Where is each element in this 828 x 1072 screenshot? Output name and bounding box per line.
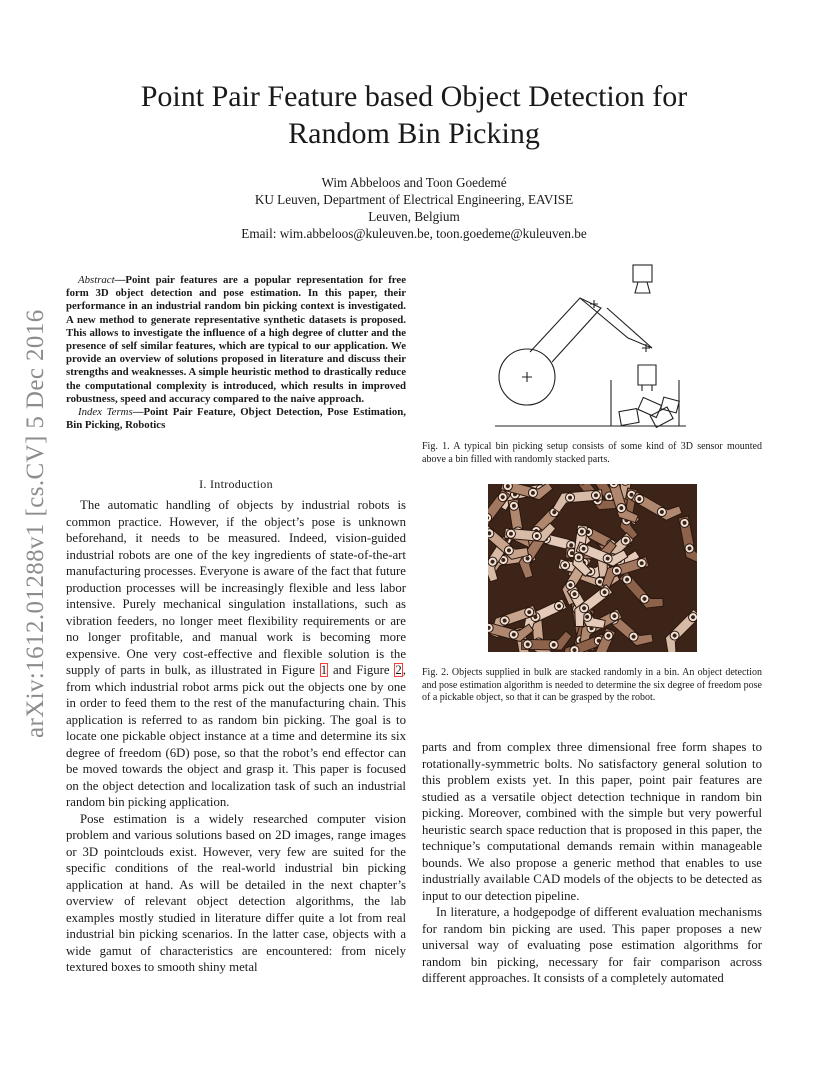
intro-text: The automatic handling of objects by industrial robots is common practice. However, if the object’s pose is unknown beforehand, it needs to be measured. Indeed, vision-guided industrial robots are one of the key ingredients of state-of-the-art manufacturing processes. Everyone is aware of the fact that future production processes will be increasingly flexible and less labor intensive. Purely mechanical singulation installations, such as vibration feeders, no longer meet flexibility requirements or are no longer profitable, and manual work is becoming more expensive. One very cost-effective and flexible solution is the supply of parts in bulk, as illustrated in Figure <box>66 498 406 677</box>
intro-paragraph-3: In literature, a hodgepodge of different evaluation mechanisms for random bin picking are used. This paper proposes a new universal way of evaluating pose estimation algorithms for random bin picking, necessary for fair comparison across different approaches. It consists of a completely automated <box>422 905 762 985</box>
figure-2-caption: Fig. 2. Objects supplied in bulk are stacked randomly in a bin. An object detection and pose estimation algorithm is needed to determine the six degree of freedom pose of a pickable object, so that it can be grasped by the robot. <box>422 667 762 703</box>
arxiv-sidebar-stamp: arXiv:1612.01288v1 [cs.CV] 5 Dec 2016 <box>22 309 49 738</box>
affiliation: KU Leuven, Department of Electrical Engineering, EAVISE <box>254 192 574 207</box>
intro-paragraph-1 <box>66 497 406 811</box>
intro-paragraph-2-cont: parts and from complex three dimensional free form shapes to rotationally-symmetric bolts. No satisfactory general solution to this problem exists yet. In this paper, point pair features are studied as a versatile object detection technique in random bin picking. Moreover, combined with the simple but very powerful heuristic search space reduction that is proposed in this paper, the technique’s computational demands remain within manageable bounds. We also propose a generic method that enables to use industrially available CAD models of the objects to be detected as input to our detection pipeline. <box>422 740 762 903</box>
email: Email: wim.abbeloos@kuleuven.be, toon.goedeme@kuleuven.be <box>241 226 587 241</box>
sensor-icon <box>633 265 652 282</box>
intro-paragraph-2: Pose estimation is a widely researched computer vision problem and various solutions based on 2D images, range images or 3D pointclouds exist. However, very few are suited for the specific conditions of the real-world industrial bin picking application at hand. As will be detailed in the next chapter’s overview of relevant object detection algorithms, the lab examples mostly studied in literature differ quite a lot from real industrial bin picking scenarios. In the latter case, objects with a wide gamut of characteristics are encountered: from nicely textured boxes to smooth shiny metal <box>66 811 406 974</box>
figure-1-caption: Fig. 1. A typical bin picking setup consists of some kind of 3D sensor mounted above a bin filled with randomly stacked parts. <box>422 441 762 465</box>
intro-text: , from which industrial robot arms pick out the objects one by one in order to feed them to the rest of the manufacturing chain. This application is referred to as random bin picking. The goal is to locate one pickable object instance at a time and determine its six degree of freedom (6D) pose, so that the robot’s end effector can be moved towards the object and grasp it. This paper is focused on the object detection and localization task of such an industrial random bin picking application. <box>66 663 406 809</box>
figure-1-robot-diagram <box>490 260 690 430</box>
paper-title <box>60 78 768 152</box>
abstract <box>66 274 406 432</box>
right-column <box>422 739 762 987</box>
location: Leuven, Belgium <box>368 209 460 224</box>
abstract-text: —Point pair features are a popular representation for free form 3D object detection and pose estimation. In this paper, their performance in an industrial random bin picking context is investigated. A new method to generate representative synthetic datasets is proposed. This allows to investigate the influence of a high degree of clutter and the presence of self similar features, which are typical to our application. We provide an overview of solutions proposed in literature and discuss their strengths and weaknesses. A simple heuristic method to drastically reduce the computational complexity is introduced, which results in improved robustness, speed and accuracy compared to the naive approach. <box>66 274 406 405</box>
left-column <box>66 497 406 976</box>
title-line-2: Random Bin Picking <box>288 117 540 150</box>
authors: Wim Abbeloos and Toon Goedemé <box>321 175 507 190</box>
intro-text: and Figure <box>328 663 395 677</box>
figure-1-link[interactable]: 1 <box>320 663 328 677</box>
index-terms-label: Index Terms <box>78 406 133 419</box>
section-heading: I. Introduction <box>199 477 273 491</box>
figure-2-link[interactable]: 2 <box>395 663 402 677</box>
index-terms-text: —Point Pair Feature, Object Detection, Pose Estimation, Bin Picking, Robotics <box>66 406 407 432</box>
figure-2-bin-photo <box>488 484 697 652</box>
abstract-label: Abstract <box>78 274 115 286</box>
title-line-1: Point Pair Feature based Object Detection for <box>140 80 688 113</box>
